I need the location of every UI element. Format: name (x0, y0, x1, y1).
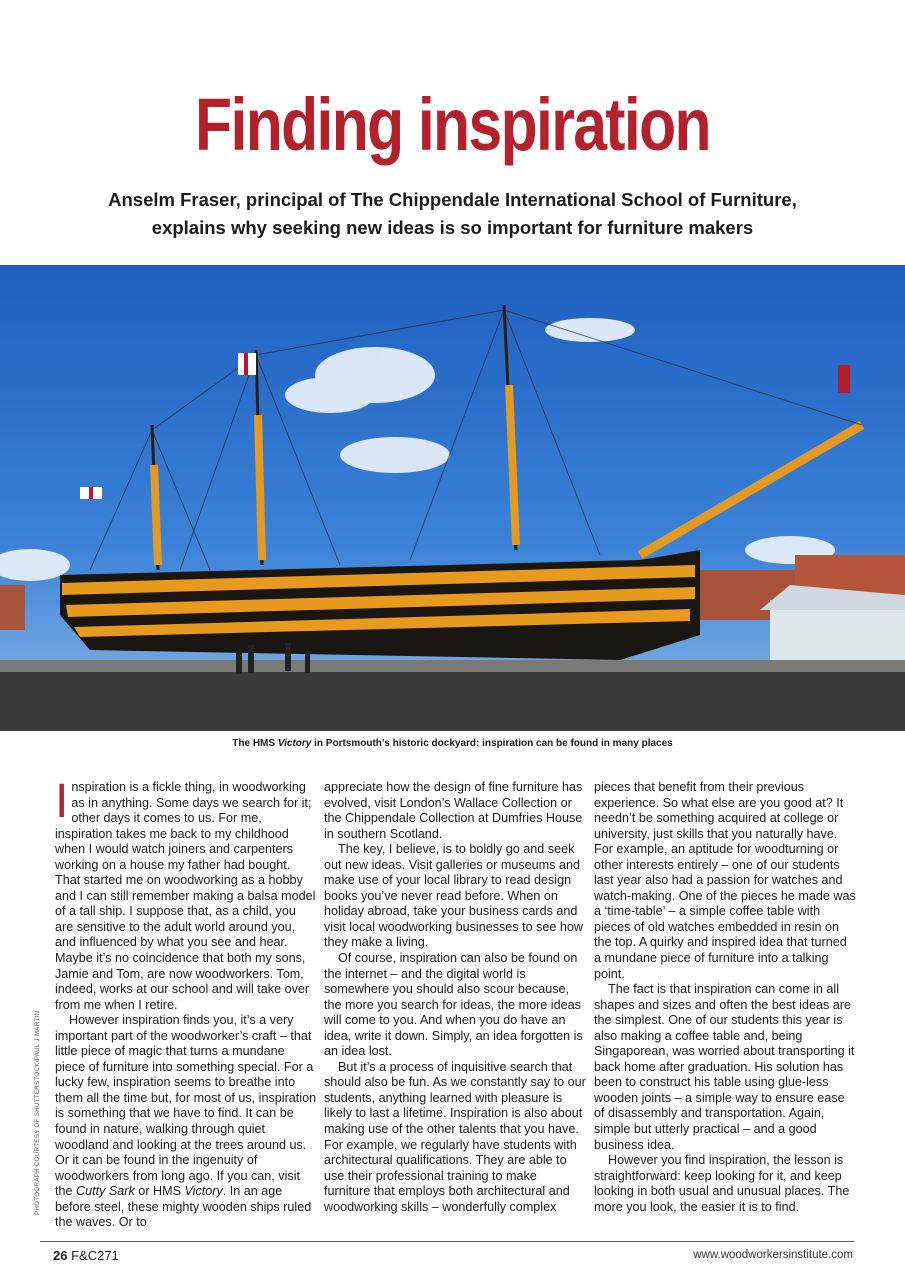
paragraph: But it’s a process of inquisitive search that should also be fun. As we constantly say to our students, anything learned with pleasure is likely to last a lifetime. Inspiration is also about making use of the other talents that you have. For example, we regularly have students with architectural qualifications. They are able to use their professional training to make furniture that employs both architectural and woodworking skills – wonderfully complex (324, 1059, 586, 1214)
paragraph: pieces that benefit from their previous experience. So what else are you good at? It needn’t be something acquired at college or university, just skills that you naturally have. For example, an aptitude for woodturning or other interests entirely – one of our students last year also had a passion for watches and watch-making. One of the pieces he made was a ‘time-table’ – a simple coffee table with pieces of old watches embedded in resin on the top. A quirky and inspired idea that turned a mundane piece of furniture into a talking point. (594, 780, 856, 981)
standfirst (40, 186, 865, 242)
photo-credit: PHOTOGRAPH COURTESY OF SHUTTERSTOCK/PAUL J MARTIN (34, 1010, 41, 1215)
flag-bow (838, 365, 850, 393)
caption-ship-name: Victory (277, 738, 312, 749)
paragraph: Of course, inspiration can also be found on the internet – and the digital world is somewhere you should also scour because, the more you search for ideas, the more ideas will come to you. And when you do have an idea, write it down. Simply, an idea forgotten is an idea lost. (324, 951, 583, 1059)
paragraph: The fact is that inspiration can come in all shapes and sizes and often the best ideas are the simplest. One of our students this year is also making a coffee table and, being Singaporean, was worried about transporting it back home after graduation. His solution has been to construct his table using glue-less wooden joints – a simple way to ensure ease of disassembly and transportation. Again, simple but utterly practical – and a good business idea. (594, 982, 855, 1152)
ship-illustration (0, 265, 905, 731)
paragraph: However inspiration finds you, it’s a very important part of the woodworker’s craft – that little piece of magic that turns a mundane piece of furniture into something special. For a lucky few, inspiration seems to breathe into them all the time but, for most of us, inspiration is something that we have to find. It can be found in nature, walking through quiet woodland and looking at the trees around us. Or it can be found in the ingenuity of woodworkers from long ago. If you can, visit the Cutty Sark or HMS Victory. In an age before steel, these mighty wooden ships ruled the waves. Or to (55, 1013, 317, 1230)
footer-url[interactable]: www.woodworkersinstitute.com (693, 1249, 853, 1261)
column-2 (324, 780, 586, 1215)
standfirst-line-2: explains why seeking new ideas is so important for furniture makers (151, 217, 754, 238)
drop-cap: I (55, 775, 69, 828)
standfirst-line-1: Anselm Fraser, principal of The Chippendale International School of Furniture, (108, 189, 797, 210)
issue-code: F&C271 (71, 1248, 119, 1263)
paragraph: appreciate how the design of fine furniture has evolved, visit London’s Wallace Collection or the Chippendale Collection at Dumfries House in southern Scotland. (324, 780, 583, 841)
dockside (0, 665, 905, 731)
hms-victory-photo (0, 265, 905, 731)
footer-rule (40, 1241, 854, 1242)
column-1 (55, 775, 317, 1231)
footer-folio (53, 1248, 119, 1263)
page-title: Finding inspiration (195, 83, 710, 166)
column-3 (594, 780, 856, 1215)
paragraph: The key, I believe, is to boldly go and seek out new ideas. Visit galleries or museums and make use of your local library to read design books you’ve never read before. When on holiday abroad, take your business cards and visit local woodworking businesses to see how they make a living. (324, 842, 584, 950)
paragraph: However you find inspiration, the lesson is straightforward: keep looking for it, and keep looking in both usual and unusual places. The more you look, the easier it is to find. (594, 1153, 850, 1214)
page-number: 26 (53, 1248, 68, 1263)
paragraph: Inspiration is a fickle thing, in woodworking as in anything. Some days we search for it; other days it comes to us. For me, inspiration takes me back to my childhood when I would watch joiners and carpenters working on a house my father had bought. That started me on woodworking as a hobby and I can still remember making a balsa model of a tall ship. I suppose that, as a child, you are sensitive to the adult world around you, and influenced by what you see and hear. Maybe it’s no coincidence that both my sons, Jamie and Tom, are now woodworkers. Tom, indeed, works at our school and will take over from me when I retire. (55, 775, 316, 1012)
photo-caption: The HMS Victory in Portsmouth’s historic dockyard: inspiration can be found in many places (232, 738, 673, 749)
